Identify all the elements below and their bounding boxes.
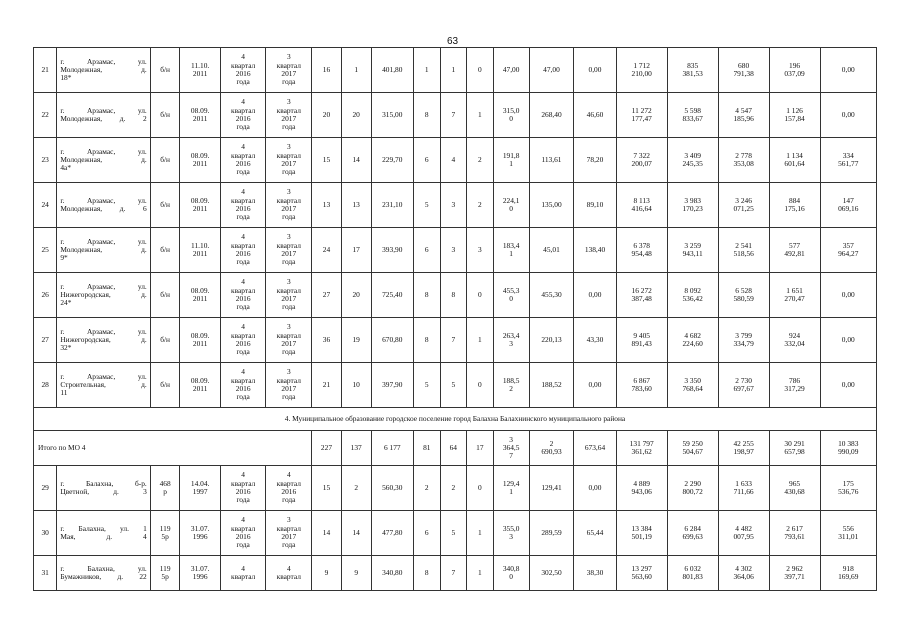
table-cell: 2 730 697,67 (718, 363, 769, 408)
table-cell: 4 квартал 2016 года (220, 183, 266, 228)
table-cell: 340,80 (371, 556, 413, 591)
row-number-cell: 21 (34, 48, 57, 93)
table-cell: 0,00 (820, 93, 876, 138)
table-cell: 113,61 (529, 138, 574, 183)
table-cell: 13 (312, 183, 342, 228)
table-cell: 5 (440, 363, 467, 408)
table-cell: 24 (312, 228, 342, 273)
table-cell: 2 541 518,56 (718, 228, 769, 273)
table-cell: 289,59 (529, 511, 574, 556)
total-cell: 59 250 504,67 (667, 431, 718, 466)
table-cell: 16 (312, 48, 342, 93)
table-cell: 355,0 3 (493, 511, 529, 556)
page-number: 63 (446, 36, 459, 47)
table-cell: 175 536,76 (820, 466, 876, 511)
table-cell: 3 (440, 183, 467, 228)
table-cell: 1 (341, 48, 371, 93)
table-cell: 1 134 601,64 (769, 138, 820, 183)
table-cell: 4 квартал 2016 года (266, 466, 312, 511)
row-number-cell: 26 (34, 273, 57, 318)
table-cell: 4 квартал 2016 года (220, 138, 266, 183)
table-cell: 8 092 536,42 (667, 273, 718, 318)
table-cell: 455,30 (529, 273, 574, 318)
table-cell: 3 квартал 2017 года (266, 93, 312, 138)
table-cell: 119 5р (150, 556, 180, 591)
table-cell: 2 290 800,72 (667, 466, 718, 511)
table-cell: 3 246 071,25 (718, 183, 769, 228)
table-cell: 3 квартал 2017 года (266, 183, 312, 228)
table-cell: 786 317,29 (769, 363, 820, 408)
table-cell: 0,00 (820, 48, 876, 93)
row-number-cell: 25 (34, 228, 57, 273)
table-cell: 6 378 954,48 (616, 228, 667, 273)
table-cell: 4 889 943,06 (616, 466, 667, 511)
table-cell: 3 квартал 2017 года (266, 228, 312, 273)
table-cell: 455,3 0 (493, 273, 529, 318)
table-cell: 8 113 416,64 (616, 183, 667, 228)
table-cell: 183,4 1 (493, 228, 529, 273)
table-cell: 3 799 334,79 (718, 318, 769, 363)
table-cell: 6 032 801,83 (667, 556, 718, 591)
table-cell: 4 квартал 2016 года (220, 466, 266, 511)
table-cell: 3 983 170,23 (667, 183, 718, 228)
table-cell: 1 126 157,84 (769, 93, 820, 138)
table-cell: 8 (414, 93, 441, 138)
table-cell: 3 квартал 2017 года (266, 318, 312, 363)
table-cell: 268,40 (529, 93, 574, 138)
table-cell: 129,4 1 (493, 466, 529, 511)
total-cell: 227 (312, 431, 342, 466)
table-cell: 4 квартал 2016 года (220, 228, 266, 273)
table-cell: 21 (312, 363, 342, 408)
total-cell: 6 177 (371, 431, 413, 466)
table-cell: 47,00 (493, 48, 529, 93)
table-cell: 1 (467, 93, 494, 138)
table-cell: 78,20 (574, 138, 616, 183)
table-row (34, 466, 877, 511)
table-cell: 147 069,16 (820, 183, 876, 228)
table-row (34, 138, 877, 183)
table-cell: 0 (467, 48, 494, 93)
table-cell: 08.09. 2011 (180, 93, 220, 138)
table-cell: 0,00 (820, 363, 876, 408)
table-cell: 224,1 0 (493, 183, 529, 228)
table-cell: 884 175,16 (769, 183, 820, 228)
table-row (34, 556, 877, 591)
section-title: 4. Муниципальное образование городское поселение город Балахна Балахнинского муниципального района (34, 408, 877, 431)
row-number-cell: 28 (34, 363, 57, 408)
table-cell: 13 384 501,19 (616, 511, 667, 556)
table-row (34, 228, 877, 273)
table-cell: 7 322 200,07 (616, 138, 667, 183)
table-cell: 20 (312, 93, 342, 138)
table-cell: 27 (312, 273, 342, 318)
row-number-cell: 30 (34, 511, 57, 556)
table-cell: 188,5 2 (493, 363, 529, 408)
table-cell: 14 (312, 511, 342, 556)
table-row (34, 318, 877, 363)
table-cell: б/н (150, 318, 180, 363)
address-cell: г. Арзамас, ул. Молодежная, д. 18* (57, 48, 150, 93)
table-cell: 31.07. 1996 (180, 556, 220, 591)
table-cell: 680 791,38 (718, 48, 769, 93)
total-cell: 30 291 657,98 (769, 431, 820, 466)
table-cell: 11.10. 2011 (180, 228, 220, 273)
address-cell: г. Балахна, ул. 1 Мая, д. 4 (57, 511, 150, 556)
table-cell: 2 962 397,71 (769, 556, 820, 591)
table-cell: 468 р (150, 466, 180, 511)
table-cell: 6 (414, 228, 441, 273)
total-cell: 81 (414, 431, 441, 466)
table-cell: 1 (414, 48, 441, 93)
table-cell: 670,80 (371, 318, 413, 363)
table-cell: б/н (150, 273, 180, 318)
total-cell: 673,64 (574, 431, 616, 466)
total-cell: 42 255 198,97 (718, 431, 769, 466)
table-cell: 8 (440, 273, 467, 318)
table-cell: 20 (341, 273, 371, 318)
row-number-cell: 23 (34, 138, 57, 183)
table-cell: 4 квартал 2016 года (220, 363, 266, 408)
table-cell: 3 квартал 2017 года (266, 511, 312, 556)
table-cell: 4 302 364,06 (718, 556, 769, 591)
table-cell: 1 712 210,00 (616, 48, 667, 93)
table-cell: 1 633 711,66 (718, 466, 769, 511)
table-cell: 357 964,27 (820, 228, 876, 273)
table-cell: 11 272 177,47 (616, 93, 667, 138)
table-cell: б/н (150, 363, 180, 408)
address-cell: г. Арзамас, ул. Молодежная, д. 6 (57, 183, 150, 228)
total-label: Итого по МО 4 (34, 431, 312, 466)
table-cell: 6 867 783,60 (616, 363, 667, 408)
table-cell: 8 (414, 318, 441, 363)
table-cell: 65,44 (574, 511, 616, 556)
table-cell: 2 (414, 466, 441, 511)
table-cell: 4 547 185,96 (718, 93, 769, 138)
table-cell: 38,30 (574, 556, 616, 591)
table-cell: 835 381,53 (667, 48, 718, 93)
table-cell: 315,0 0 (493, 93, 529, 138)
table-cell: 14 (341, 511, 371, 556)
table-cell: 191,8 1 (493, 138, 529, 183)
table-cell: 397,90 (371, 363, 413, 408)
table-cell: 2 778 353,08 (718, 138, 769, 183)
table-cell: 0,00 (574, 363, 616, 408)
table-cell: 340,8 0 (493, 556, 529, 591)
table-cell: 5 (414, 363, 441, 408)
total-cell: 10 383 990,09 (820, 431, 876, 466)
table-cell: 14.04. 1997 (180, 466, 220, 511)
total-cell: 17 (467, 431, 494, 466)
table-cell: 4 482 007,95 (718, 511, 769, 556)
table-cell: 6 284 699,63 (667, 511, 718, 556)
total-cell: 64 (440, 431, 467, 466)
table-cell: 08.09. 2011 (180, 273, 220, 318)
row-number-cell: 27 (34, 318, 57, 363)
table-cell: 918 169,69 (820, 556, 876, 591)
table-cell: 6 (414, 138, 441, 183)
table-cell: 924 332,04 (769, 318, 820, 363)
table-cell: 9 405 891,43 (616, 318, 667, 363)
table-row (34, 363, 877, 408)
table-cell: б/н (150, 138, 180, 183)
table-cell: 2 (440, 466, 467, 511)
table-cell: 138,40 (574, 228, 616, 273)
table-cell: 334 561,77 (820, 138, 876, 183)
table-cell: 89,10 (574, 183, 616, 228)
table-cell: 315,00 (371, 93, 413, 138)
rows-balakhna (34, 466, 877, 591)
table-cell: 229,70 (371, 138, 413, 183)
table-cell: 36 (312, 318, 342, 363)
table-cell: б/н (150, 228, 180, 273)
table-cell: 231,10 (371, 183, 413, 228)
table-cell: 47,00 (529, 48, 574, 93)
table-cell: 4 квартал 2016 года (220, 273, 266, 318)
table-cell: 3 409 245,35 (667, 138, 718, 183)
total-cell: 3 364,5 7 (493, 431, 529, 466)
address-cell: г. Арзамас, ул. Молодежная, д. 2 (57, 93, 150, 138)
table-cell: 3 350 768,64 (667, 363, 718, 408)
table-cell: 8 (414, 273, 441, 318)
address-cell: г. Арзамас, ул. Нижегородская, д. 32* (57, 318, 150, 363)
rows-arzamas (34, 48, 877, 408)
table-cell: 1 (440, 48, 467, 93)
section-heading-row (34, 408, 877, 431)
table-cell: 2 617 793,61 (769, 511, 820, 556)
address-cell: г. Балахна, ул. Бумажников, д. 22 (57, 556, 150, 591)
table-cell: 13 297 563,60 (616, 556, 667, 591)
row-number-cell: 29 (34, 466, 57, 511)
table-cell: 393,90 (371, 228, 413, 273)
table-cell: 20 (341, 93, 371, 138)
table-cell: 220,13 (529, 318, 574, 363)
table-cell: 965 430,68 (769, 466, 820, 511)
table-cell: 08.09. 2011 (180, 183, 220, 228)
table-cell: 3 259 943,11 (667, 228, 718, 273)
table-cell: 263,4 3 (493, 318, 529, 363)
row-number-cell: 22 (34, 93, 57, 138)
address-cell: г. Балахна, б-р. Цветной, д. 3 (57, 466, 150, 511)
address-cell: г. Арзамас, ул. Молодежная, д. 4а* (57, 138, 150, 183)
table-row (34, 48, 877, 93)
table-cell: 0 (467, 273, 494, 318)
total-row (34, 431, 877, 466)
table-row (34, 93, 877, 138)
table-cell: 5 (440, 511, 467, 556)
table-cell: 7 (440, 318, 467, 363)
table-cell: 2 (467, 138, 494, 183)
table-cell: 1 (467, 511, 494, 556)
table-cell: 4 (440, 138, 467, 183)
table-cell: 31.07. 1996 (180, 511, 220, 556)
table-cell: 577 492,81 (769, 228, 820, 273)
table-cell: 725,40 (371, 273, 413, 318)
table-cell: 129,41 (529, 466, 574, 511)
table-cell: 3 (440, 228, 467, 273)
table-cell: 4 квартал 2016 года (220, 93, 266, 138)
total-cell: 131 797 361,62 (616, 431, 667, 466)
table-cell: 17 (341, 228, 371, 273)
table-cell: 08.09. 2011 (180, 138, 220, 183)
table-cell: 477,80 (371, 511, 413, 556)
table-cell: 14 (341, 138, 371, 183)
address-cell: г. Арзамас, ул. Нижегородская, д. 24* (57, 273, 150, 318)
table-cell: 7 (440, 556, 467, 591)
table-cell: б/н (150, 183, 180, 228)
table-cell: 0 (467, 363, 494, 408)
table-cell: 10 (341, 363, 371, 408)
table-cell: 0,00 (574, 273, 616, 318)
table-cell: 43,30 (574, 318, 616, 363)
table-cell: 0,00 (574, 48, 616, 93)
table-cell: 4 квартал (266, 556, 312, 591)
table-row (34, 273, 877, 318)
table-cell: б/н (150, 93, 180, 138)
table-row (34, 183, 877, 228)
table-cell: 3 квартал 2017 года (266, 138, 312, 183)
row-number-cell: 24 (34, 183, 57, 228)
total-cell: 2 690,93 (529, 431, 574, 466)
table-cell: 45,01 (529, 228, 574, 273)
table-cell: 3 квартал 2017 года (266, 363, 312, 408)
table-cell: 302,50 (529, 556, 574, 591)
table-cell: 4 682 224,60 (667, 318, 718, 363)
table-cell: 3 (467, 228, 494, 273)
table-cell: 188,52 (529, 363, 574, 408)
table-cell: 19 (341, 318, 371, 363)
table-cell: 1 (467, 318, 494, 363)
table-cell: 119 5р (150, 511, 180, 556)
table-cell: 0,00 (820, 273, 876, 318)
table-cell: 1 (467, 556, 494, 591)
table-cell: 15 (312, 466, 342, 511)
table-cell: 15 (312, 138, 342, 183)
table-cell: 08.09. 2011 (180, 318, 220, 363)
table-cell: 11.10. 2011 (180, 48, 220, 93)
table-cell: 0,00 (574, 466, 616, 511)
total-cell: 137 (341, 431, 371, 466)
table-cell: 4 квартал 2016 года (220, 318, 266, 363)
table-cell: 401,80 (371, 48, 413, 93)
housing-register-table (33, 47, 877, 591)
table-cell: 3 квартал 2017 года (266, 48, 312, 93)
table-cell: 556 311,01 (820, 511, 876, 556)
address-cell: г. Арзамас, ул. Молодежная, д. 9* (57, 228, 150, 273)
table-cell: 7 (440, 93, 467, 138)
table-cell: 2 (467, 183, 494, 228)
table-cell: 4 квартал 2016 года (220, 48, 266, 93)
table-cell: б/н (150, 48, 180, 93)
table-cell: 2 (341, 466, 371, 511)
table-cell: 6 (414, 511, 441, 556)
address-cell: г. Арзамас, ул. Строительная, д. 11 (57, 363, 150, 408)
table-cell: 4 квартал (220, 556, 266, 591)
table-cell: 5 (414, 183, 441, 228)
table-cell: 46,60 (574, 93, 616, 138)
table-cell: 560,30 (371, 466, 413, 511)
table-cell: 16 272 387,48 (616, 273, 667, 318)
table-cell: 1 651 270,47 (769, 273, 820, 318)
table-cell: 135,00 (529, 183, 574, 228)
table-cell: 8 (414, 556, 441, 591)
table-cell: 0 (467, 466, 494, 511)
table-cell: 08.09. 2011 (180, 363, 220, 408)
table-cell: 9 (341, 556, 371, 591)
table-cell: 3 квартал 2017 года (266, 273, 312, 318)
row-number-cell: 31 (34, 556, 57, 591)
table-cell: 0,00 (820, 318, 876, 363)
table-cell: 5 598 833,67 (667, 93, 718, 138)
table-cell: 4 квартал 2016 года (220, 511, 266, 556)
table-row (34, 511, 877, 556)
table-cell: 6 528 580,59 (718, 273, 769, 318)
table-cell: 196 037,09 (769, 48, 820, 93)
table-cell: 9 (312, 556, 342, 591)
table-cell: 13 (341, 183, 371, 228)
